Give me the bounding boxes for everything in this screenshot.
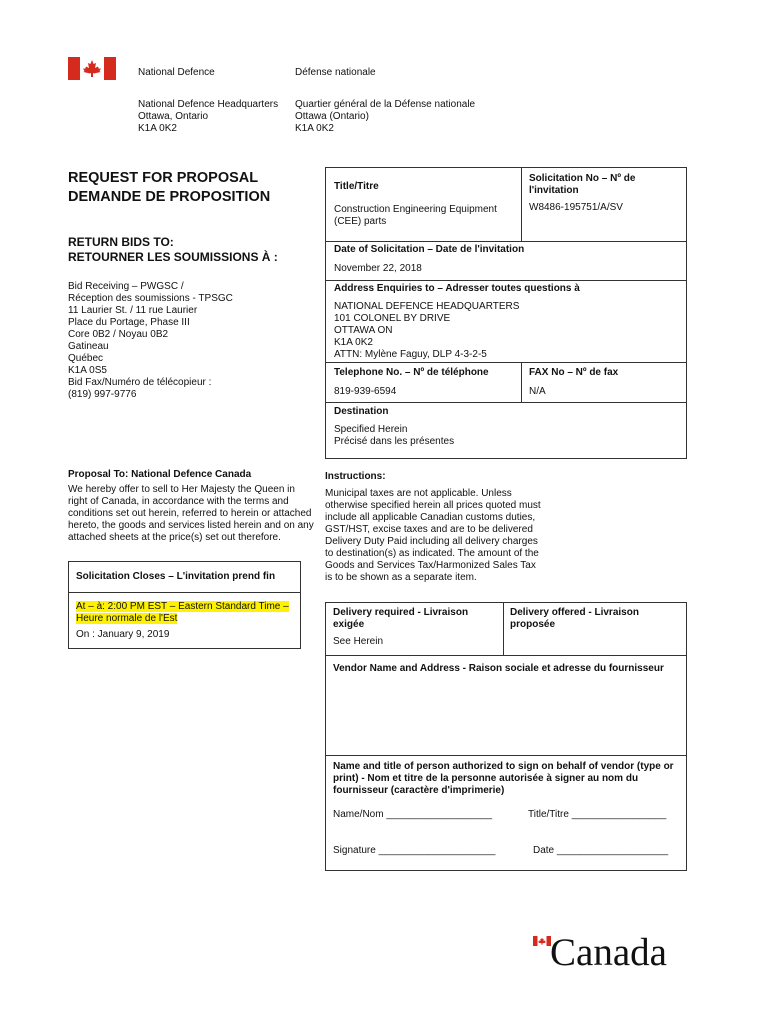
return-address: Bid Receiving – PWGSC / Réception des soumissions - TPSGC 11 Laurier St. / 11 rue Laurier Place du Portage, Phase III Core 0B2 / Noyau 0B2 Gatineau Québec K1A 0S5 Bid Fax/Numéro de télécopieur : (819) 997-9776 [68,281,233,400]
offer-text: We hereby offer to sell to Her Majesty the Queen in right of Canada, in accordance with the terms and conditions set out herein, referred to herein or attached hereto, the goods and services listed herein and on any attached sheets at the price(s) set out therefore. [68,484,314,543]
fax-label: FAX No – Nº de fax [529,367,619,378]
closes-date: On : January 9, 2019 [76,629,170,640]
divider [325,280,687,281]
solicitation-date-label: Date of Solicitation – Date de l'invitation [334,244,525,255]
divider [325,655,687,656]
vendor-address-field[interactable] [333,680,679,750]
divider [325,362,687,363]
address-fr: Quartier général de la Défense nationale Ottawa (Ontario) K1A 0K2 [295,99,476,134]
destination-value: Specified Herein Précisé dans les présentes [334,424,455,447]
solicitation-number-value: W8486-195751/A/SV [529,202,623,213]
enquiries-label: Address Enquiries to – Adresser toutes questions à [334,283,580,294]
authorized-signer-label: Name and title of person authorized to sign on behalf of vendor (type or print) - Nom et titre de la personne autorisée à signer au nom du fournisseur (caractère d'imprimerie) [333,761,674,796]
proposal-to: Proposal To: National Defence Canada [68,469,252,480]
closes-time: At – à: 2:00 PM EST – Eastern Standard Time – Heure normale de l'Est [76,601,289,624]
dept-name-en: National Defence [138,67,215,78]
divider [521,167,522,241]
destination-label: Destination [334,406,389,417]
title-label: Title/Titre [334,181,379,192]
vendor-label: Vendor Name and Address - Raison sociale et adresse du fournisseur [333,663,664,674]
address-en: National Defence Headquarters Ottawa, Ontario K1A 0K2 [138,99,279,134]
delivery-offered-field[interactable] [510,634,680,650]
canada-flag-icon [68,57,116,80]
divider [325,241,687,242]
title-value: Construction Engineering Equipment (CEE) parts [334,204,497,227]
delivery-required-label: Delivery required - Livraison exigée [333,607,469,630]
fax-value: N/A [529,386,546,397]
delivery-required-value: See Herein [333,636,384,647]
closes-label: Solicitation Closes – L'invitation prend fin [76,571,276,582]
signer-title-field[interactable]: Title/Titre _________________ [528,809,667,820]
name-field[interactable]: Name/Nom ___________________ [333,809,493,820]
divider [503,602,504,655]
date-field[interactable]: Date ____________________ [533,845,669,856]
solicitation-date-value: November 22, 2018 [334,263,422,274]
instructions-label: Instructions: [325,471,386,482]
telephone-value: 819-939-6594 [334,386,397,397]
return-bids-heading: RETURN BIDS TO: RETOURNER LES SOUMISSIONS À : [68,235,278,264]
delivery-offered-label: Delivery offered - Livraison proposée [510,607,639,630]
signature-field[interactable]: Signature _____________________ [333,845,496,856]
divider [521,362,522,402]
instructions-text: Municipal taxes are not applicable. Unless otherwise specified herein all prices quoted must include all applicable Canadian customs duties, GST/HST, excise taxes and are to be delivered Delivery Duty Paid including all delivery charges to destination(s) as indicated. The amount of the Goods and Services Tax/Harmonized Sales Tax is to be shown as a separate item. [325,488,541,583]
rfp-title: REQUEST FOR PROPOSAL DEMANDE DE PROPOSITION [68,170,271,205]
divider [325,402,687,403]
telephone-label: Telephone No. – Nº de téléphone [334,367,489,378]
divider [68,592,301,593]
canada-wordmark: Canada [550,931,667,974]
enquiries-address: NATIONAL DEFENCE HEADQUARTERS 101 COLONEL BY DRIVE OTTAWA ON K1A 0K2 ATTN: Mylène Faguy, DLP 4-3-2-5 [334,301,520,360]
dept-name-fr: Défense nationale [295,67,376,78]
canada-wordmark-flag-icon [533,933,551,943]
divider [325,755,687,756]
solicitation-number-label: Solicitation No – Nº de l'invitation [529,173,636,196]
